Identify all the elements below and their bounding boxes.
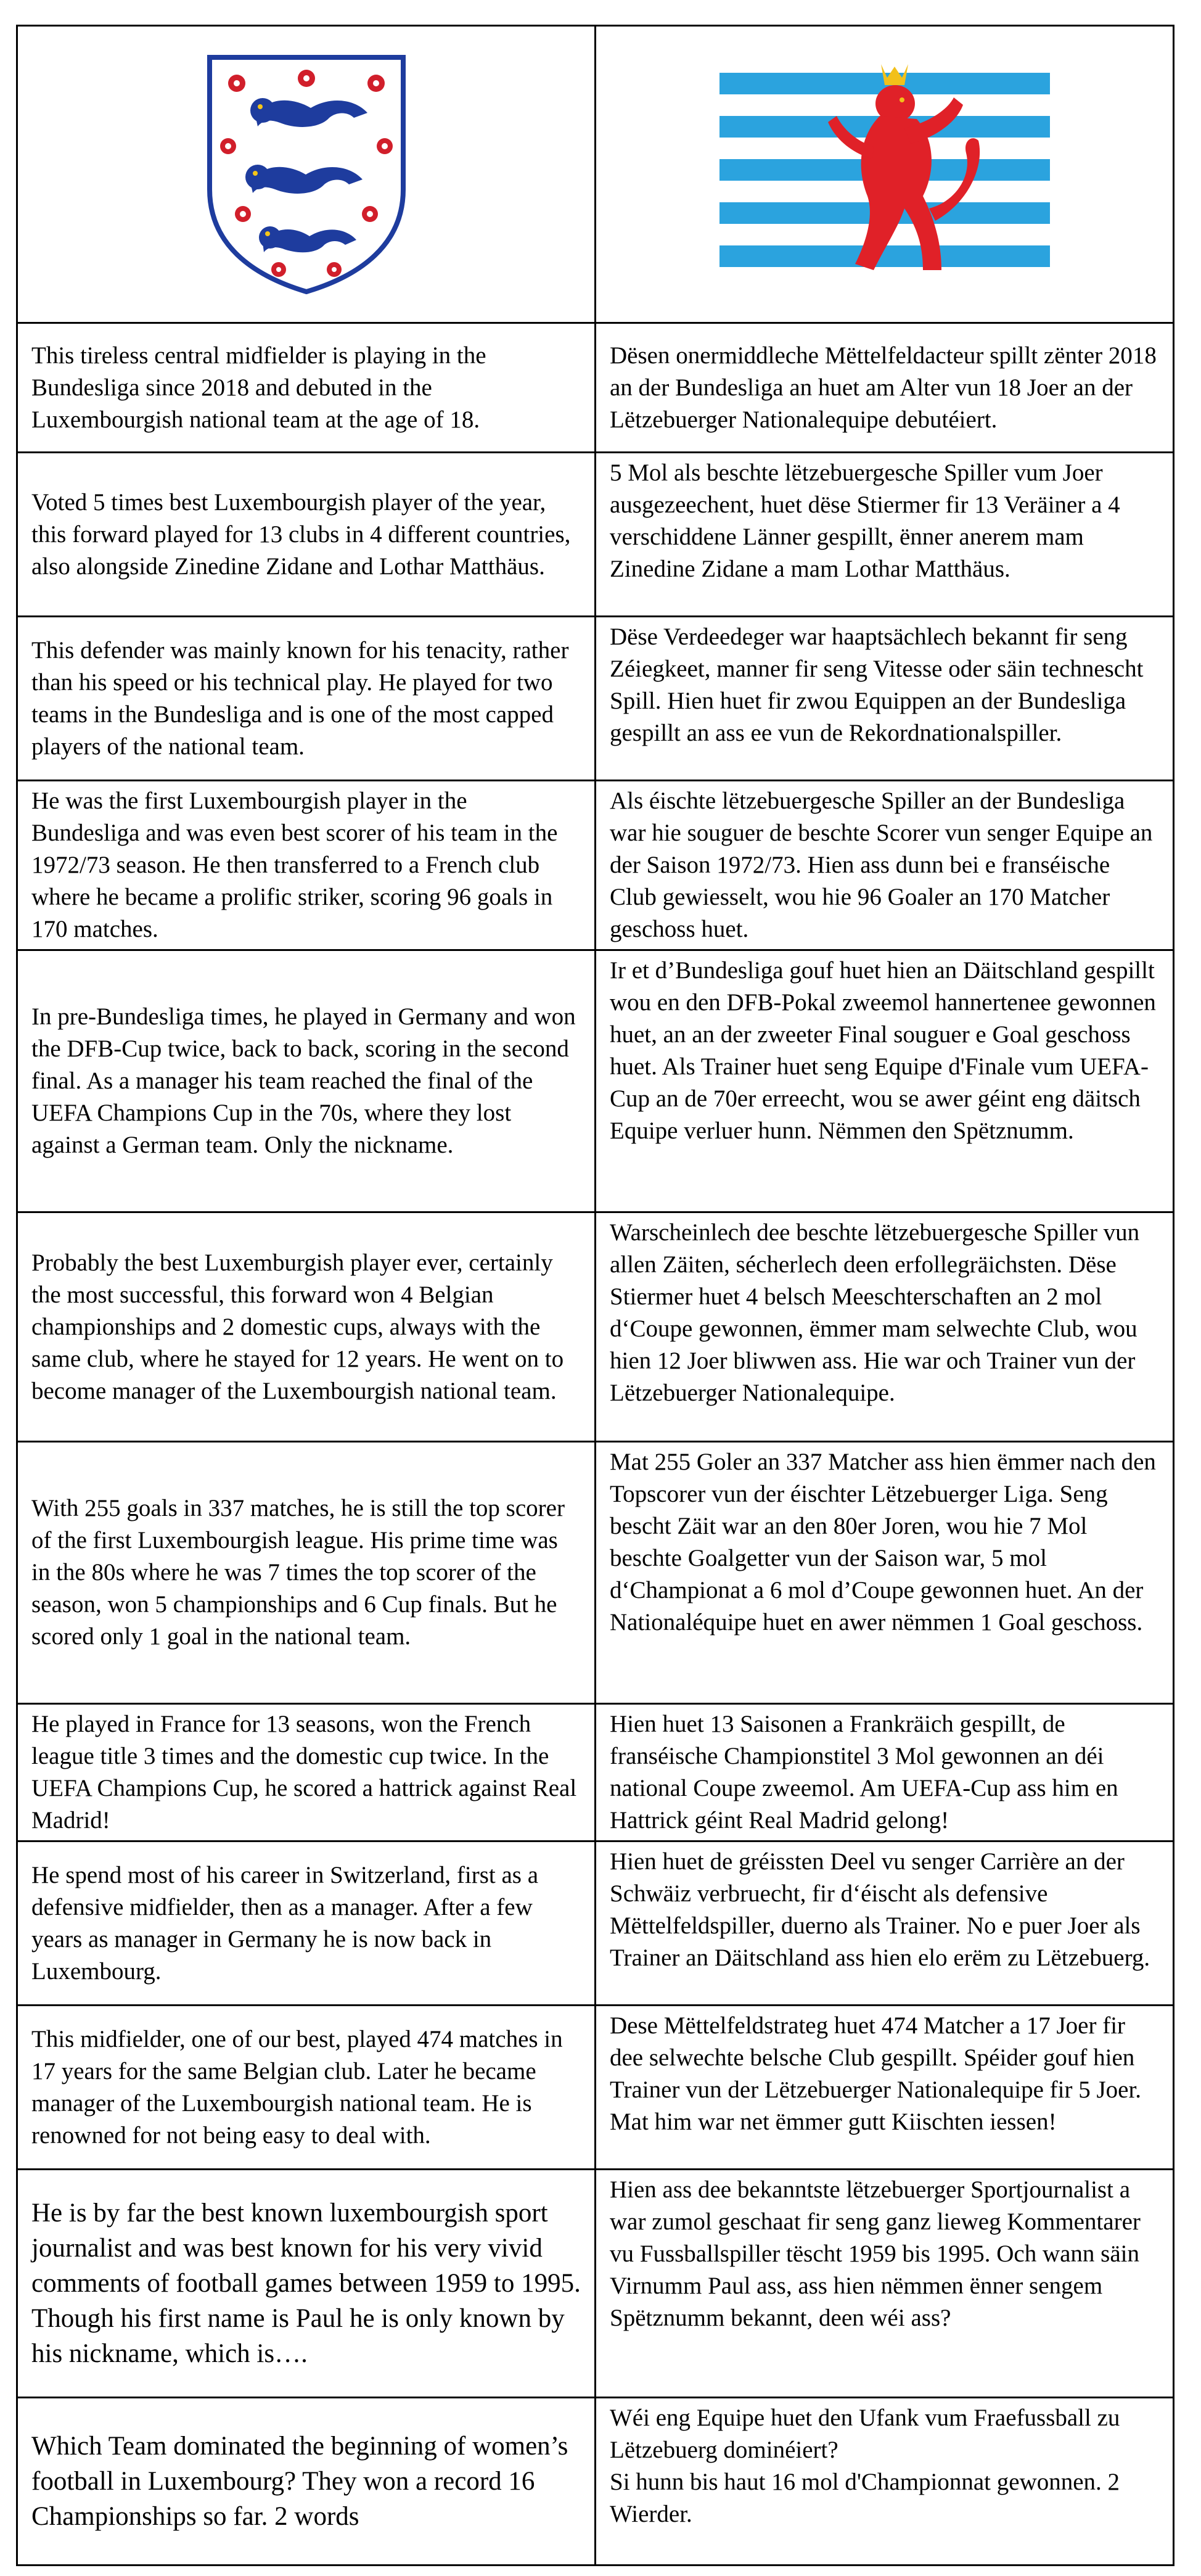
luxembourgish-question: Dese Mëttelfeldstrateg huet 474 Matcher a 17 Joer fir dee selwechte belsche Club gespillt. Spéider gouf hien Trainer vun der Lëtzebuerger Nationalequipe fir 5 Joer. Mat him war net ëmmer gutt Kiischten iessen! (596, 2006, 1174, 2170)
luxembourgish-question: Mat 255 Goler an 337 Matcher ass hien ëmmer nach den Topscorer vun der éischter Lëtzebuerger Liga. Seng bescht Zäit war an den 80er Joren, wou hie 7 Mol beschte Goalgetter vun der Saison war, 5 mol d‘Championat a 6 mol d’Coupe gewonnen huet. An der Nationaléquipe huet en awer nëmmen 1 Goal geschoss. (596, 1442, 1174, 1704)
quiz-row (17, 1212, 1174, 1442)
quiz-row (17, 453, 1174, 617)
quiz-row (17, 323, 1174, 453)
english-question: With 255 goals in 337 matches, he is still the top scorer of the first Luxembourgish league. His prime time was in the 80s where he was 7 times the top scorer of the season, won 5 championships and 6 Cup finals. But he scored only 1 goal in the national team. (17, 1442, 596, 1704)
quiz-page (16, 25, 1174, 2566)
quiz-row (17, 617, 1174, 781)
bilingual-quiz-table (16, 25, 1174, 2566)
quiz-row (17, 1704, 1174, 1841)
quiz-row (17, 1442, 1174, 1704)
luxembourgish-question: Ir et d’Bundesliga gouf huet hien an Däitschland gespillt wou en den DFB-Pokal zweemol hannertenee gewonnen huet, an an der zweeter Final souguer e Goal geschoss huet. Als Trainer huet seng Equipe d'Finale vum UEFA-Cup an de 70er erreecht, wou se awer géint eng däitsch Equipe verluer hunn. Nëmmen den Spëtznumm. (596, 950, 1174, 1212)
quiz-row (17, 2006, 1174, 2170)
english-question: Probably the best Luxemburgish player ever, certainly the most successful, this forward won 4 Belgian championships and 2 domestic cups, always with the same club, where he stayed for 12 years. He went on to become manager of the Luxembourgish national team. (17, 1212, 596, 1442)
luxembourg-flag-cell (596, 26, 1174, 323)
three-lions-crest-icon (206, 54, 407, 295)
english-question: He played in France for 13 seasons, won the French league title 3 times and the domestic cup twice. In the UEFA Champions Cup, he scored a hattrick against Real Madrid! (17, 1704, 596, 1841)
luxembourgish-question: Als éischte lëtzebuergesche Spiller an der Bundesliga war hie souguer de beschte Scorer vun senger Equipe an der Saison 1972/73. Hien ass dunn bei e franséische Club gewiesselt, wou hie 96 Goaler an 170 Matcher geschoss huet. (596, 781, 1174, 950)
luxembourgish-question: Hien huet 13 Saisonen a Frankräich gespillt, de franséische Championstitel 3 Mol gewonnen an déi national Coupe zweemol. Am UEFA-Cup ass him en Hattrick géint Real Madrid gelong! (596, 1704, 1174, 1841)
english-question: Voted 5 times best Luxembourgish player of the year, this forward played for 13 clubs in 4 different countries, also alongside Zinedine Zidane and Lothar Matthäus. (17, 453, 596, 617)
english-question: This defender was mainly known for his tenacity, rather than his speed or his technical play. He played for two teams in the Bundesliga and is one of the most capped players of the national team. (17, 617, 596, 781)
luxembourgish-question: Wéi eng Equipe huet den Ufank vum Fraefussball zu Lëtzebuerg dominéiert? Si hunn bis haut 16 mol d'Championnat gewonnen. 2 Wierder. (596, 2398, 1174, 2566)
luxembourgish-question: Dësen onermiddleche Mëttelfeldacteur spillt zënter 2018 an der Bundesliga an huet am Alter vun 18 Joer an der Lëtzebuerger Nationalequipe debutéiert. (596, 323, 1174, 453)
quiz-row (17, 781, 1174, 950)
luxembourgish-question: Warscheinlech dee beschte lëtzebuergesche Spiller vun allen Zäiten, sécherlech deen erfollegräichsten. Dëse Stiermer huet 4 belsch Meeschterschaften an 2 mol d‘Coupe gewonnen, ëmmer mam selwechte Club, wou hien 12 Joer bliwwen ass. Hie war och Trainer vun der Lëtzebuerger Nationalequipe. (596, 1212, 1174, 1442)
quiz-row (17, 2398, 1174, 2566)
red-lion-flag-icon (719, 60, 1050, 289)
english-question: Which Team dominated the beginning of women’s football in Luxembourg? They won a record 16 Championships so far. 2 words (17, 2398, 596, 2566)
luxembourgish-question: Hien ass dee bekanntste lëtzebuerger Sportjournalist a war zumol geschaat fir seng ganz lieweg Kommentarer vu Fussballspiller tëscht 1959 bis 1995. Och wann säin Virnumm Paul ass, ass hien nëmmen ënner sengem Spëtznumm bekannt, deen wéi ass? (596, 2170, 1174, 2398)
quiz-row (17, 950, 1174, 1212)
english-question: This tireless central midfielder is playing in the Bundesliga since 2018 and debuted in the Luxembourgish national team at the age of 18. (17, 323, 596, 453)
english-question: He spend most of his career in Switzerland, first as a defensive midfielder, then as a manager. After a few years as manager in Germany he is now back in Luxembourg. (17, 1841, 596, 2006)
english-question: This midfielder, one of our best, played 474 matches in 17 years for the same Belgian club. Later he became manager of the Luxembourgish national team. He is renowned for not being easy to deal with. (17, 2006, 596, 2170)
quiz-row (17, 2170, 1174, 2398)
luxembourgish-question: Dëse Verdeedeger war haaptsächlech bekannt fir seng Zéiegkeet, manner fir seng Vitesse oder säin technescht Spill. Hien huet fir zwou Equippen an der Bundesliga gespillt an ass ee vun de Rekordnationalspiller. (596, 617, 1174, 781)
luxembourgish-question: Hien huet de gréissten Deel vu senger Carrière an der Schwäiz verbruecht, fir d‘éischt als defensive Mëttelfeldspiller, duerno als Trainer. No e puer Joer als Trainer an Däitschland ass hien elo erëm zu Lëtzebuerg. (596, 1841, 1174, 2006)
english-question: He is by far the best known luxembourgish sport journalist and was best known for his very vivid comments of football games between 1959 to 1995. Though his first name is Paul he is only known by his nickname, which is…. (17, 2170, 596, 2398)
england-crest-cell (17, 26, 596, 323)
flags-row (17, 26, 1174, 323)
english-question: He was the first Luxembourgish player in the Bundesliga and was even best scorer of his team in the 1972/73 season. He then transferred to a French club where he became a prolific striker, scoring 96 goals in 170 matches. (17, 781, 596, 950)
quiz-row (17, 1841, 1174, 2006)
english-question: In pre-Bundesliga times, he played in Germany and won the DFB-Cup twice, back to back, scoring in the second final. As a manager his team reached the final of the UEFA Champions Cup in the 70s, where they lost against a German team. Only the nickname. (17, 950, 596, 1212)
luxembourgish-question: 5 Mol als beschte lëtzebuergesche Spiller vum Joer ausgezeechent, huet dëse Stiermer fir 13 Veräiner a 4 verschiddene Länner gespillt, ënner anerem mam Zinedine Zidane a mam Lothar Matthäus. (596, 453, 1174, 617)
